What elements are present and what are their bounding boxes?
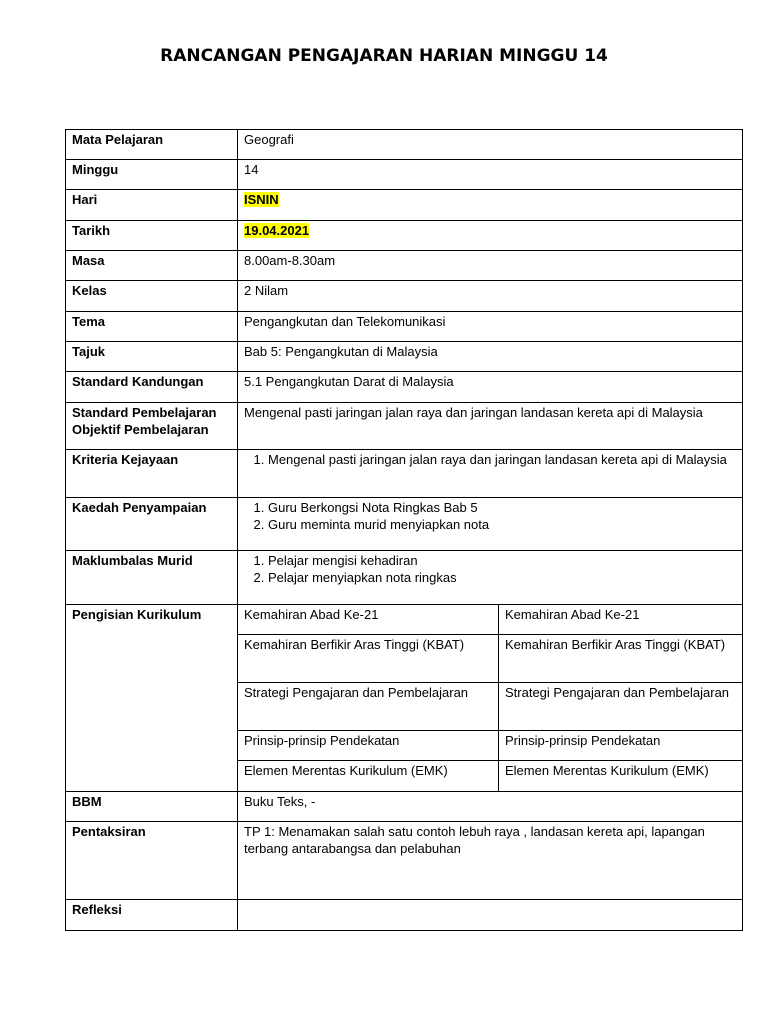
highlighted-date: 19.04.2021 [244,223,310,238]
delivery-method-list [244,499,736,533]
row-label: Kriteria Kejayaan [66,450,238,498]
row-value: 8.00am-8.30am [238,251,743,281]
curriculum-left-cell: Kemahiran Berfikir Aras Tinggi (KBAT) [238,635,499,683]
curriculum-right-cell: Kemahiran Berfikir Aras Tinggi (KBAT) [499,635,743,683]
row-value: 5.1 Pengangkutan Darat di Malaysia [238,372,743,403]
list-item: 2. Pelajar menyiapkan nota ringkas [268,569,736,586]
row-standard-kandungan [66,372,743,403]
curriculum-right-cell: Strategi Pengajaran dan Pembelajaran [499,683,743,731]
row-value: Mengenal pasti jaringan jalan raya dan jaringan landasan kereta api di Malaysia [238,403,743,450]
row-label: Tarikh [66,221,238,251]
row-bbm [66,792,743,822]
row-refleksi [66,900,743,931]
row-value: Pengangkutan dan Telekomunikasi [238,312,743,342]
row-value [238,190,743,221]
row-label: Tajuk [66,342,238,372]
row-tajuk [66,342,743,372]
row-label: Tema [66,312,238,342]
row-hari [66,190,743,221]
row-value: Bab 5: Pengangkutan di Malaysia [238,342,743,372]
row-value: 14 [238,160,743,190]
row-label: Minggu [66,160,238,190]
row-tarikh [66,221,743,251]
page-title: RANCANGAN PENGAJARAN HARIAN MINGGU 14 [160,46,608,66]
student-feedback-list [244,552,736,586]
row-value [238,498,743,551]
row-kriteria-kejayaan [66,450,743,498]
curriculum-right-cell: Prinsip-prinsip Pendekatan [499,731,743,761]
row-label: Standard Kandungan [66,372,238,403]
row-label: Pentaksiran [66,822,238,900]
row-mata-pelajaran [66,130,743,160]
row-value [238,450,743,498]
row-value [238,900,743,931]
curriculum-right-cell: Kemahiran Abad Ke-21 [499,605,743,635]
label-objektif-pembelajaran: Objektif Pembelajaran [72,422,209,437]
row-masa [66,251,743,281]
list-item: 1. Pelajar mengisi kehadiran [268,552,736,569]
row-label [66,403,238,450]
row-kaedah-penyampaian [66,498,743,551]
list-item: 2. Guru meminta murid menyiapkan nota [268,516,736,533]
highlighted-day: ISNIN [244,192,279,207]
row-label: BBM [66,792,238,822]
criteria-list [244,451,736,468]
row-minggu [66,160,743,190]
list-item: 1. Mengenal pasti jaringan jalan raya dan jaringan landasan kereta api di Malaysia [268,451,736,468]
row-label: Pengisian Kurikulum [66,605,238,792]
curriculum-left-cell: Kemahiran Abad Ke-21 [238,605,499,635]
curriculum-left-cell: Strategi Pengajaran dan Pembelajaran [238,683,499,731]
curriculum-left-cell: Prinsip-prinsip Pendekatan [238,731,499,761]
row-standard-pembelajaran [66,403,743,450]
curriculum-left-cell: Elemen Merentas Kurikulum (EMK) [238,761,499,792]
row-value: 2 Nilam [238,281,743,312]
row-value: Geografi [238,130,743,160]
row-value: Buku Teks, - [238,792,743,822]
curriculum-right-cell: Elemen Merentas Kurikulum (EMK) [499,761,743,792]
row-value [238,221,743,251]
row-pentaksiran [66,822,743,900]
row-label: Mata Pelajaran [66,130,238,160]
lesson-plan-table [65,129,743,931]
row-tema [66,312,743,342]
row-label: Kelas [66,281,238,312]
row-label: Maklumbalas Murid [66,551,238,605]
row-maklumbalas-murid [66,551,743,605]
label-standard-pembelajaran: Standard Pembelajaran [72,405,217,420]
row-value: TP 1: Menamakan salah satu contoh lebuh raya , landasan kereta api, lapangan terbang antarabangsa dan pelabuhan [238,822,743,900]
row-kelas [66,281,743,312]
row-pengisian-kurikulum [66,605,743,635]
list-item: 1. Guru Berkongsi Nota Ringkas Bab 5 [268,499,736,516]
row-label: Masa [66,251,238,281]
row-value [238,551,743,605]
row-label: Refleksi [66,900,238,931]
row-label: Hari [66,190,238,221]
row-label: Kaedah Penyampaian [66,498,238,551]
